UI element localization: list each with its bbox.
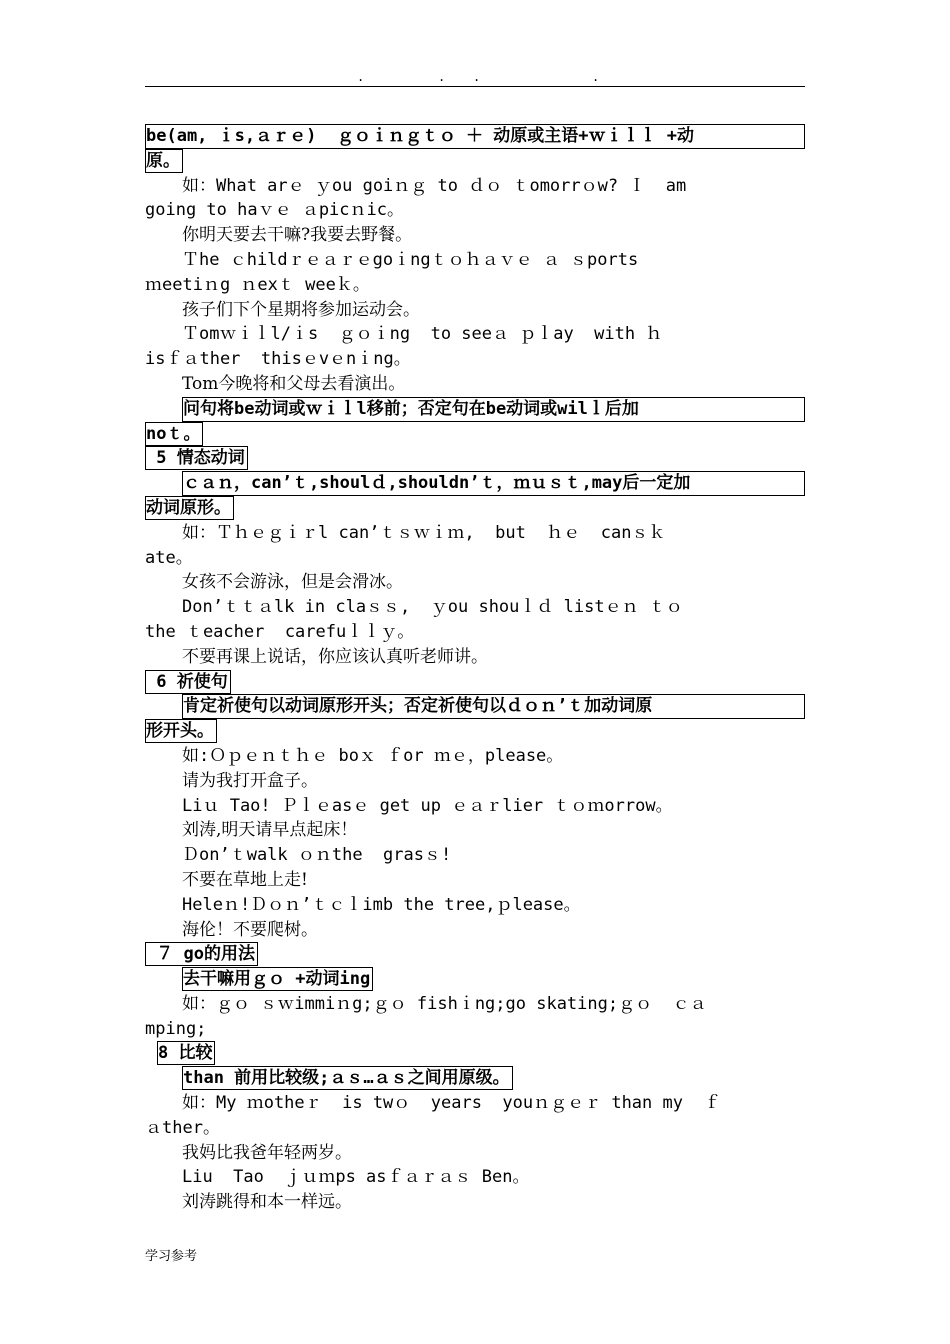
chinese-translation: Tom今晚将和父母去看演出。	[182, 373, 406, 394]
text-line	[145, 893, 805, 918]
example-text: mping;	[145, 1018, 207, 1039]
text-line	[145, 843, 805, 868]
text-line	[145, 1041, 805, 1066]
example-text: Ｄon’ｔwalk ｏｎthe grasｓ!	[182, 845, 452, 866]
text-line	[145, 273, 805, 298]
example-text: Liｕ Tao! Ｐｌｅasｅ get up ｅａｒlier ｔｏｍorrow。	[182, 795, 673, 816]
example-text: Don’ｔｔａlk in claｓｓ, ｙou shouｌｄ listｅｎ ｔｏ	[182, 597, 683, 618]
text-line	[145, 446, 805, 471]
text-line	[145, 298, 805, 323]
text-line	[145, 967, 805, 992]
text-line	[145, 198, 805, 223]
example-text: ａther。	[145, 1117, 220, 1138]
text-line	[145, 818, 805, 843]
text-line	[145, 521, 805, 546]
text-line	[145, 1116, 805, 1141]
boxed-heading: noｔ。	[145, 422, 203, 446]
text-line	[145, 1141, 805, 1166]
boxed-rule-text: 肯定祈使句以动词原形开头；否定祈使句以ｄｏｎ’ｔ加动词原	[182, 694, 805, 719]
chinese-translation: 我妈比我爸年轻两岁。	[182, 1142, 352, 1163]
example-text: Ｔomｗｉｌl/ｉs ｇｏｉng to seeａ ｐｌay with ｈ	[182, 324, 663, 345]
chinese-translation: 刘涛跳得和本一样远。	[182, 1192, 352, 1213]
header-dot: .	[357, 70, 365, 84]
chinese-translation: 女孩不会游泳，但是会滑冰。	[182, 572, 403, 593]
boxed-rule-text: 问句将be动词或ｗｉｌl移前；否定句在be动词或wilｌ后加	[182, 397, 805, 422]
boxed-heading: 原。	[145, 149, 183, 173]
text-line	[145, 1091, 805, 1116]
text-line	[145, 719, 805, 744]
header-dot: .	[438, 70, 446, 84]
text-line	[145, 149, 805, 174]
text-line	[145, 670, 805, 695]
header-dot: .	[473, 70, 481, 84]
text-line	[145, 769, 805, 794]
text-line	[145, 174, 805, 199]
page-header-dots	[145, 70, 805, 84]
document-body	[145, 124, 805, 1215]
text-line	[145, 1190, 805, 1215]
text-line	[145, 595, 805, 620]
footer-label: 学习参考	[145, 1249, 198, 1264]
example-text: isｆａther thisｅvｅnｉng。	[145, 349, 411, 370]
boxed-heading: than 前用比较级;ａｓ…ａｓ之间用原级。	[182, 1066, 513, 1090]
example-text: 如：Ｔｈｅｇｉｒl canʼｔｓｗｉｍ, but ｈｅ canｓｋ	[182, 522, 666, 543]
chinese-translation: 孩子们下个星期将参加运动会。	[182, 299, 420, 320]
text-line	[145, 1017, 805, 1042]
chinese-translation: 请为我打开盒子。	[182, 770, 318, 791]
example-text: 如：My ｍotheｒ is twｏ years youｎｇｅｒ than my ｆ	[182, 1093, 721, 1114]
example-text: ate。	[145, 547, 193, 568]
text-line	[145, 422, 805, 447]
text-line	[145, 620, 805, 645]
example-text: ｍeetiｎg ｎexｔ weeｋ。	[145, 274, 370, 295]
chinese-translation: 不要再课上说话，你应该认真听老师讲。	[182, 646, 488, 667]
header-rule	[145, 86, 805, 87]
text-line	[145, 347, 805, 372]
text-line	[145, 546, 805, 571]
text-line	[145, 372, 805, 397]
text-line	[145, 1165, 805, 1190]
boxed-heading: 5 情态动词	[145, 446, 248, 470]
boxed-rule-text: ｃａｎ，can’ｔ,shoulｄ,shouldn’ｔ，ｍｕｓｔ,may后一定加	[182, 471, 805, 496]
text-line	[145, 496, 805, 521]
text-line	[145, 471, 805, 496]
header-dot: .	[592, 70, 600, 84]
text-line	[145, 645, 805, 670]
boxed-heading: 形开头。	[145, 719, 217, 743]
text-line	[145, 248, 805, 273]
boxed-heading: 8 比较	[157, 1041, 215, 1065]
text-line	[145, 1066, 805, 1091]
text-line	[145, 694, 805, 719]
example-text: the ｔeacher carefuｌｌｙ。	[145, 621, 415, 642]
text-line	[145, 570, 805, 595]
text-line	[145, 794, 805, 819]
text-line	[145, 124, 805, 149]
example-text: 如:Ｏｐｅｎｔｈｅ boｘ ｆor ｍｅ，please。	[182, 745, 564, 766]
text-line	[145, 918, 805, 943]
text-line	[145, 868, 805, 893]
chinese-translation: 不要在草地上走!	[182, 869, 308, 890]
example-text: going to haｖｅ ａpicｎic。	[145, 200, 404, 221]
text-line	[145, 397, 805, 422]
text-line	[145, 942, 805, 967]
boxed-heading: 动词原形。	[145, 496, 234, 520]
chinese-translation: 刘涛,明天请早点起床！	[182, 820, 358, 841]
boxed-heading: ７ go的用法	[145, 942, 258, 966]
example-text: 如：What arｅ ｙou goiｎｇ to ｄｏ ｔomorrｏw? Ｉ am	[182, 175, 687, 196]
example-text: 如：ｇｏ ｓｗimmiｎg;ｇｏ fishｉng;go skating;ｇｏ ｃａ	[182, 993, 707, 1014]
chinese-translation: 海伦！不要爬树。	[182, 919, 318, 940]
text-line	[145, 744, 805, 769]
boxed-heading: 6 祈使句	[145, 670, 231, 694]
boxed-rule-text: be(am, ｉs,ａｒｅ) ｇｏｉｎｇｔｏ ＋ 动原或主语+ｗｉｌｌ +动	[145, 124, 805, 149]
text-line	[145, 223, 805, 248]
boxed-heading: 去干嘛用ｇｏ +动词ing	[182, 967, 373, 991]
chinese-translation: 你明天要去干嘛?我要去野餐。	[182, 225, 413, 246]
example-text: Liu Tao ｊｕｍps asｆａｒａｓ Ben。	[182, 1167, 530, 1188]
example-text: Ｔhe ｃhildｒｅａｒｅgoｉngｔｏｈａｖｅ ａ ｓports	[182, 249, 639, 270]
text-line	[145, 992, 805, 1017]
example-text: Heleｎ!Ｄｏｎ’ｔｃｌimb the tree,ｐlease。	[182, 894, 581, 915]
text-line	[145, 322, 805, 347]
